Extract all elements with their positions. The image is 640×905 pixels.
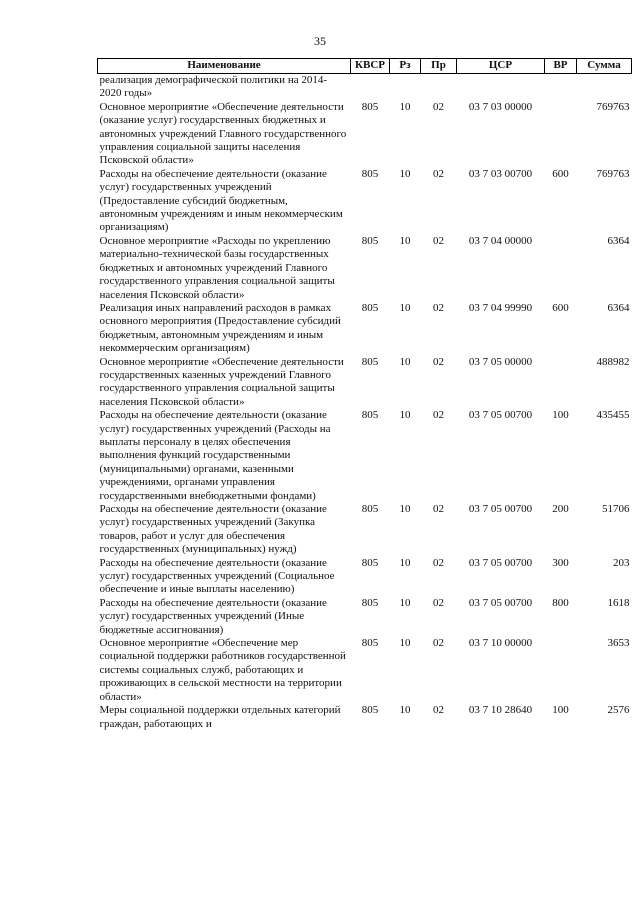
cell-kvsr: 805 — [361, 301, 379, 314]
table-row — [98, 356, 632, 410]
cell-vr: 200 — [552, 503, 569, 515]
cell-pr: 02 — [433, 355, 444, 368]
cell-kvsr: 805 — [361, 637, 379, 650]
cell-name: Расходы на обеспечение деятельности (оказание услуг) государственных учреждений (Закупка товаров, работ и услуг для обеспечения государственных (муниципальных) нужд) — [99, 503, 327, 556]
cell-csr: 03 7 03 00000 — [468, 100, 533, 113]
cell-name: Расходы на обеспечение деятельности (оказание услуг) государственных учреждений (Социальное обеспечение и иные выплаты населению) — [99, 556, 335, 596]
header-pr: Пр — [421, 59, 457, 74]
cell-rz: 10 — [399, 100, 411, 113]
header-sum: Сумма — [577, 59, 632, 74]
cell-rz: 10 — [399, 556, 411, 569]
cell-sum: 435455 — [596, 409, 630, 422]
cell-csr: 03 7 05 00000 — [468, 355, 533, 368]
header-vr: ВР — [545, 59, 577, 74]
cell-sum: 3653 — [607, 637, 630, 650]
budget-table — [97, 58, 632, 731]
table-row — [98, 235, 632, 302]
cell-sum: 6364 — [607, 234, 630, 247]
cell-vr — [545, 356, 577, 410]
cell-kvsr: 805 — [361, 100, 379, 113]
table-row — [98, 302, 632, 356]
cell-sum: 769763 — [596, 167, 630, 180]
cell-kvsr: 805 — [361, 503, 379, 515]
cell-name: Реализация иных направлений расходов в рамках основного мероприятия (Предоставление субсидий бюджетным, автономным учреждениям и иным некоммерческим организациям) — [99, 301, 341, 355]
cell-vr: 800 — [552, 596, 569, 609]
cell-vr: 300 — [552, 556, 569, 569]
cell-name: Основное мероприятие «Обеспечение деятельности (оказание услуг) государственных бюджетных и автономных учреждений Главного государственного управления социальной защиты населения Псковской области» — [99, 100, 347, 167]
cell-rz — [390, 74, 421, 101]
cell-name: Основное мероприятие «Обеспечение мер социальной поддержки работников государственной системы социальных служб, работающих и проживающих в сельской местности на территории области» — [99, 637, 346, 703]
table-row — [98, 101, 632, 168]
cell-vr: 600 — [552, 301, 569, 314]
table-row — [98, 557, 632, 597]
cell-name: Расходы на обеспечение деятельности (оказание услуг) государственных учреждений (Предоставление субсидий бюджетным, автономным учреждениям и иным некоммерческим организациям) — [99, 167, 343, 234]
cell-csr — [457, 74, 545, 101]
cell-pr: 02 — [433, 503, 444, 515]
cell-rz: 10 — [399, 637, 411, 650]
table-row — [98, 168, 632, 235]
cell-rz: 10 — [399, 409, 411, 422]
cell-pr: 02 — [433, 409, 444, 422]
cell-pr: 02 — [433, 167, 444, 180]
cell-name: Расходы на обеспечение деятельности (оказание услуг) государственных учреждений (Иные бюджетные ассигнования) — [99, 596, 327, 636]
cell-csr: 03 7 05 00700 — [468, 556, 533, 569]
cell-csr: 03 7 10 28640 — [468, 704, 533, 717]
cell-rz: 10 — [399, 234, 411, 247]
cell-csr: 03 7 05 00700 — [468, 409, 533, 422]
header-csr: ЦСР — [457, 59, 545, 74]
cell-rz: 10 — [399, 503, 411, 515]
cell-pr: 02 — [433, 301, 444, 314]
cell-csr: 03 7 05 00700 — [468, 596, 533, 609]
header-kvsr: КВСР — [351, 59, 390, 74]
table-row — [98, 74, 632, 101]
cell-name: Расходы на обеспечение деятельности (оказание услуг) государственных учреждений (Расходы на выплаты персоналу в целях обеспечения выполнения функций государственными (муниципальными) органами, казенными учреждениями, органами управления государственными внебюджетными фондами) — [99, 409, 331, 502]
cell-name: реализация демографической политики на 2014-2020 годы» — [99, 74, 327, 100]
cell-sum: 2576 — [607, 704, 630, 717]
cell-pr: 02 — [433, 637, 444, 650]
cell-pr: 02 — [433, 596, 444, 609]
cell-vr: 100 — [552, 704, 569, 717]
cell-kvsr: 805 — [361, 409, 379, 422]
cell-vr — [545, 101, 577, 168]
cell-sum — [577, 74, 632, 101]
header-rz: Рз — [390, 59, 421, 74]
cell-csr: 03 7 04 99990 — [468, 301, 533, 314]
cell-name: Основное мероприятие «Расходы по укреплению материально-технической базы государственных бюджетных и автономных учреждений Главного государственного управления социальной защиты населения Псковской области» — [99, 234, 335, 301]
cell-vr — [545, 235, 577, 302]
cell-vr — [545, 637, 577, 704]
table-header-row — [98, 59, 632, 74]
cell-rz: 10 — [399, 355, 411, 368]
cell-sum: 769763 — [596, 100, 630, 113]
cell-vr: 600 — [552, 167, 569, 180]
cell-pr: 02 — [433, 556, 444, 569]
cell-name: Меры социальной поддержки отдельных категорий граждан, работающих и — [99, 704, 341, 730]
cell-rz: 10 — [399, 704, 411, 717]
cell-rz: 10 — [399, 301, 411, 314]
cell-csr: 03 7 10 00000 — [468, 637, 533, 650]
cell-rz: 10 — [399, 167, 411, 180]
table-row — [98, 704, 632, 731]
cell-kvsr: 805 — [361, 596, 379, 609]
cell-kvsr: 805 — [361, 704, 379, 717]
cell-sum: 488982 — [596, 355, 630, 368]
cell-sum: 1618 — [607, 596, 630, 609]
cell-rz: 10 — [399, 596, 411, 609]
table-row — [98, 503, 632, 557]
table-row — [98, 637, 632, 704]
table-row — [98, 409, 632, 503]
header-name: Наименование — [98, 59, 351, 74]
cell-name: Основное мероприятие «Обеспечение деятельности государственных казенных учреждений Главного государственного управления социальной защиты населения Псковской области» — [99, 355, 344, 408]
cell-sum: 6364 — [607, 301, 630, 314]
cell-pr: 02 — [433, 234, 444, 247]
cell-kvsr: 805 — [361, 355, 379, 368]
cell-pr: 02 — [433, 100, 444, 113]
cell-kvsr: 805 — [361, 234, 379, 247]
cell-csr: 03 7 03 00700 — [468, 167, 533, 180]
cell-kvsr: 805 — [361, 556, 379, 569]
table-row — [98, 597, 632, 637]
cell-csr: 03 7 04 00000 — [468, 234, 533, 247]
cell-csr: 03 7 05 00700 — [468, 503, 533, 515]
cell-vr: 100 — [552, 409, 569, 422]
cell-kvsr — [351, 74, 390, 101]
cell-sum: 203 — [613, 556, 630, 569]
page-number: 35 — [314, 34, 326, 48]
cell-vr — [545, 74, 577, 101]
cell-pr — [421, 74, 457, 101]
cell-pr: 02 — [433, 704, 444, 717]
cell-sum: 51706 — [602, 503, 630, 515]
cell-kvsr: 805 — [361, 167, 379, 180]
